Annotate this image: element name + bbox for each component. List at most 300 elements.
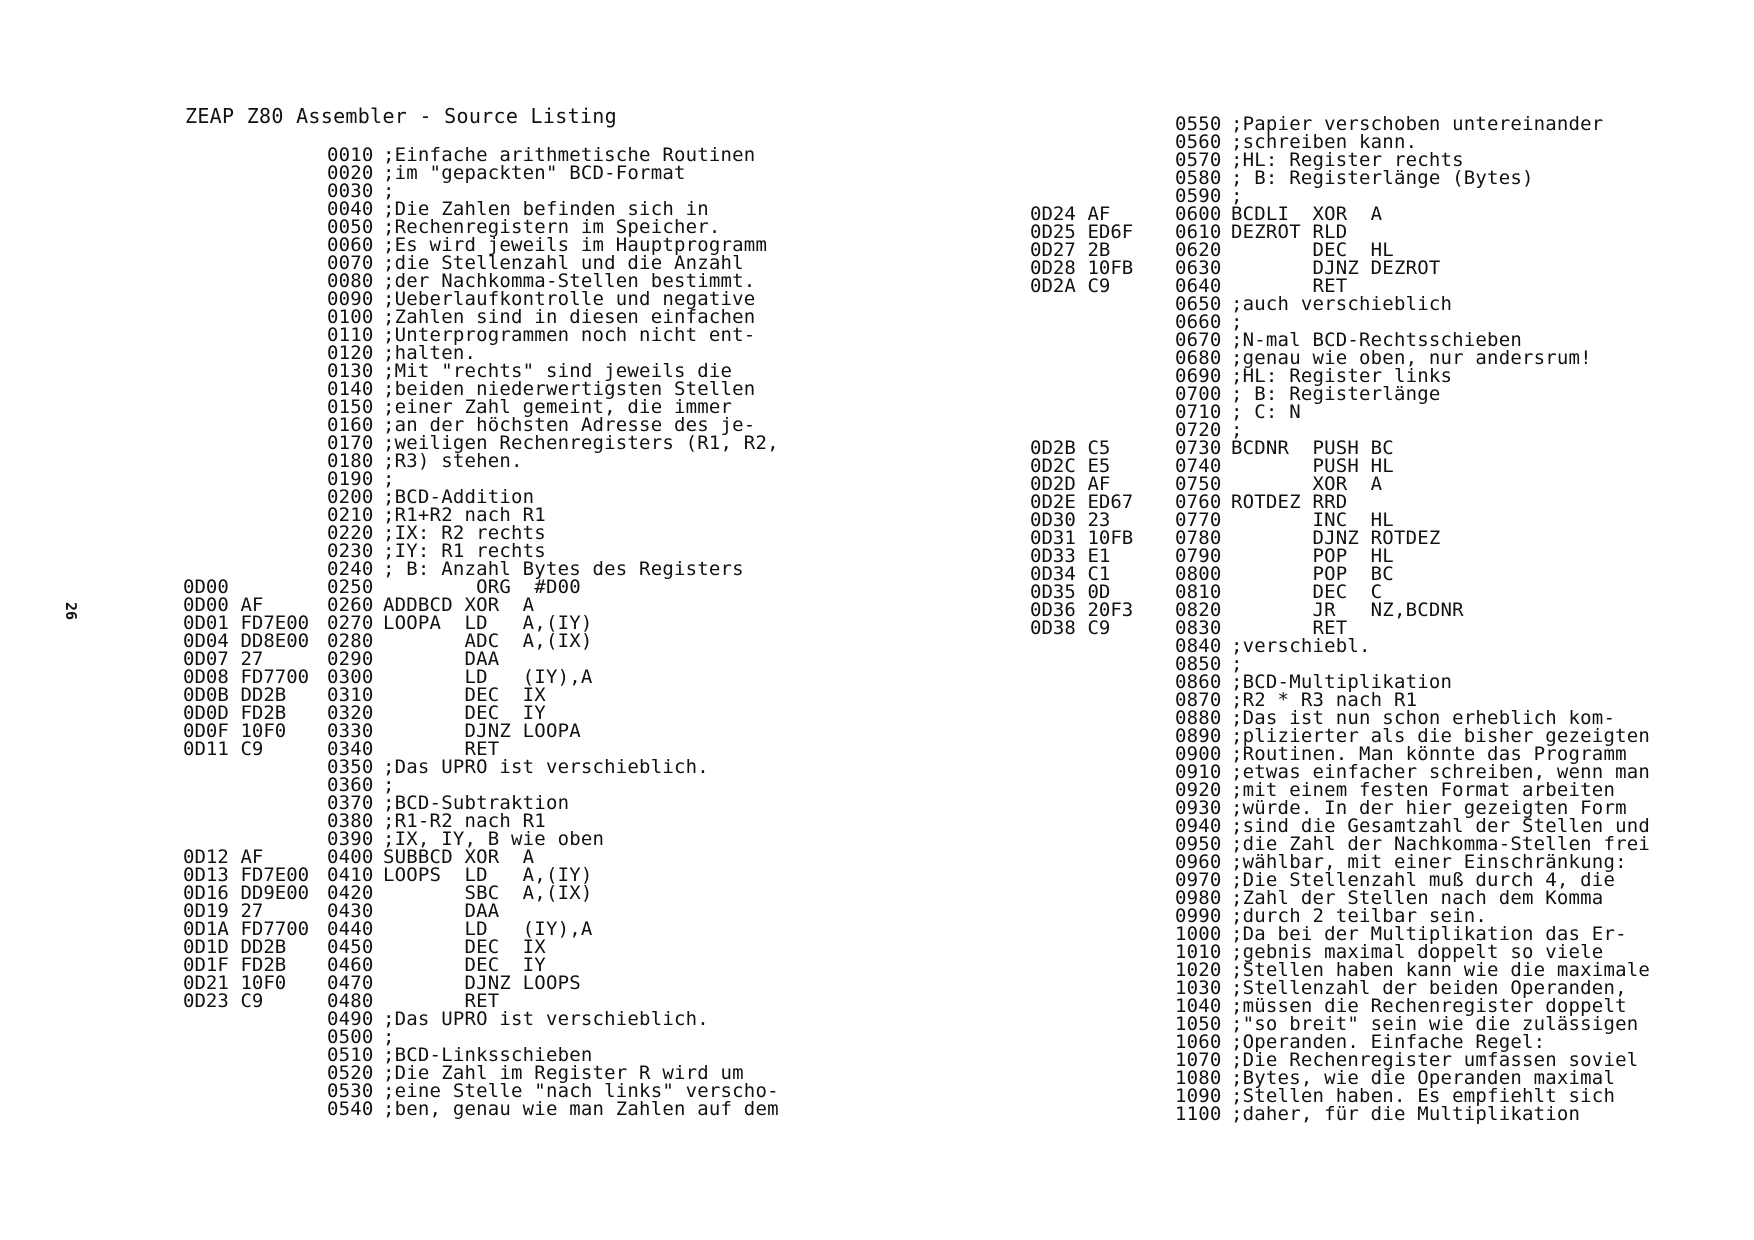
address: 0D1D	[183, 936, 229, 958]
object-code: AF	[1087, 203, 1111, 225]
line-number: 0440	[327, 918, 374, 940]
line-number: 0920	[1175, 779, 1222, 801]
line-number: 1080	[1175, 1067, 1222, 1089]
object-line	[183, 794, 335, 812]
source-text: DEC IX	[383, 684, 546, 706]
line-number: 0480	[327, 990, 374, 1012]
line-number: 0800	[1175, 563, 1222, 585]
object-code: 2B	[1087, 239, 1111, 261]
line-number: 0950	[1175, 833, 1222, 855]
source-text: ;auch verschieblich	[1231, 293, 1453, 315]
object-line	[183, 542, 335, 560]
object-line	[1030, 817, 1182, 835]
line-number: 0410	[327, 864, 374, 886]
line-number: 0830	[1175, 617, 1222, 639]
source-text: ; B: Anzahl Bytes des Registers	[383, 558, 744, 580]
source-text: ; C: N	[1231, 401, 1301, 423]
source-text: ;BCD-Addition	[383, 486, 535, 508]
line-number: 0720	[1175, 419, 1222, 441]
source-line	[327, 164, 779, 182]
object-code: 27	[240, 900, 264, 922]
object-code: C9	[1087, 275, 1111, 297]
object-line	[183, 812, 335, 830]
source-text: RET	[383, 990, 500, 1012]
line-number: 1030	[1175, 977, 1222, 999]
object-line	[1030, 637, 1182, 655]
source-text: ADDBCD XOR A	[383, 594, 535, 616]
address: 0D25	[1030, 221, 1076, 243]
line-number: 0960	[1175, 851, 1222, 873]
object-line	[1030, 979, 1182, 997]
object-line	[183, 776, 335, 794]
object-code: FD2B	[240, 702, 287, 724]
source-line	[1175, 637, 1650, 655]
object-line	[183, 218, 335, 236]
line-number: 1090	[1175, 1085, 1222, 1107]
line-number: 0910	[1175, 761, 1222, 783]
object-code: AF	[1087, 473, 1111, 495]
object-line	[1030, 871, 1182, 889]
source-line	[327, 758, 779, 776]
line-number: 0990	[1175, 905, 1222, 927]
right-object-code-column	[1030, 115, 1182, 1123]
object-line	[183, 434, 335, 452]
address: 0D08	[183, 666, 229, 688]
object-line	[183, 1064, 335, 1082]
object-line	[1030, 115, 1182, 133]
source-text: ;der Nachkomma-Stellen bestimmt.	[383, 270, 756, 292]
line-number: 0810	[1175, 581, 1222, 603]
object-line	[1030, 349, 1182, 367]
line-number: 0490	[327, 1008, 374, 1030]
line-number: 0110	[327, 324, 374, 346]
source-text: ;Mit "rechts" sind jeweils die	[383, 360, 733, 382]
object-line	[1030, 925, 1182, 943]
object-line	[183, 146, 335, 164]
object-code: ED67	[1087, 491, 1134, 513]
line-number: 0240	[327, 558, 374, 580]
line-number: 1020	[1175, 959, 1222, 981]
object-line	[183, 1046, 335, 1064]
object-line	[1030, 727, 1182, 745]
source-text: ;Das ist nun schon erheblich kom-	[1231, 707, 1616, 729]
source-text: DEC HL	[1231, 239, 1394, 261]
address: 0D33	[1030, 545, 1076, 567]
line-number: 0130	[327, 360, 374, 382]
source-text: DJNZ LOOPA	[383, 720, 581, 742]
source-text: ;Da bei der Multiplikation das Er-	[1231, 923, 1627, 945]
address: 0D16	[183, 882, 229, 904]
line-number: 0890	[1175, 725, 1222, 747]
page-number: 26	[62, 601, 81, 621]
address: 0D30	[1030, 509, 1076, 531]
line-number: 0170	[327, 432, 374, 454]
source-line	[327, 452, 779, 470]
source-text: ; B: Registerlänge	[1231, 383, 1441, 405]
source-text: ;die Zahl der Nachkomma-Stellen frei	[1231, 833, 1651, 855]
source-text: RET	[383, 738, 500, 760]
object-code: AF	[240, 846, 264, 868]
object-line	[1030, 943, 1182, 961]
source-text: ;R3) stehen.	[383, 450, 523, 472]
source-text: ;IX, IY, B wie oben	[383, 828, 605, 850]
object-line	[1030, 295, 1182, 313]
line-number: 0850	[1175, 653, 1222, 675]
source-text: ;plizierter als die bisher gezeigten	[1231, 725, 1651, 747]
object-line	[183, 254, 335, 272]
line-number: 0100	[327, 306, 374, 328]
source-text: ;	[383, 180, 395, 202]
source-text: PUSH HL	[1231, 455, 1394, 477]
object-code: 0D	[1087, 581, 1111, 603]
source-text: ;R2 * R3 nach R1	[1231, 689, 1418, 711]
object-line	[183, 1028, 335, 1046]
line-number: 0450	[327, 936, 374, 958]
object-line	[183, 290, 335, 308]
object-code: C9	[240, 738, 264, 760]
object-line	[1030, 133, 1182, 151]
line-number: 0340	[327, 738, 374, 760]
line-number: 0870	[1175, 689, 1222, 711]
source-text: LOOPA LD A,(IY)	[383, 612, 593, 634]
object-code: DD8E00	[240, 630, 310, 652]
source-text: ;BCD-Linksschieben	[383, 1044, 593, 1066]
address: 0D00	[183, 594, 229, 616]
source-text: ;durch 2 teilbar sein.	[1231, 905, 1488, 927]
object-code: C5	[1087, 437, 1111, 459]
source-text: ;mit einem festen Format arbeiten	[1231, 779, 1616, 801]
source-text: ;BCD-Subtraktion	[383, 792, 570, 814]
object-line	[1030, 673, 1182, 691]
source-text: ;müssen die Rechenregister doppelt	[1231, 995, 1627, 1017]
source-text: ;Unterprogrammen noch nicht ent-	[383, 324, 756, 346]
address: 0D38	[1030, 617, 1076, 639]
address: 0D31	[1030, 527, 1076, 549]
line-number: 0770	[1175, 509, 1222, 531]
source-text: ;	[1231, 653, 1243, 675]
object-line	[1030, 1015, 1182, 1033]
line-number: 0670	[1175, 329, 1222, 351]
object-line	[183, 326, 335, 344]
object-line	[1030, 1069, 1182, 1087]
line-number: 0710	[1175, 401, 1222, 423]
line-number: 0740	[1175, 455, 1222, 477]
source-text: ;N-mal BCD-Rechtsschieben	[1231, 329, 1522, 351]
source-line	[327, 1010, 779, 1028]
line-number: 0550	[1175, 113, 1222, 135]
source-line	[1175, 169, 1650, 187]
address: 0D2A	[1030, 275, 1076, 297]
line-number: 0250	[327, 576, 374, 598]
source-text: DAA	[383, 648, 500, 670]
object-line	[183, 506, 335, 524]
source-text: ;einer Zahl gemeint, die immer	[383, 396, 733, 418]
object-code: E1	[1087, 545, 1111, 567]
address: 0D21	[183, 972, 229, 994]
line-number: 0700	[1175, 383, 1222, 405]
line-number: 1060	[1175, 1031, 1222, 1053]
object-code: AF	[240, 594, 264, 616]
source-text: XOR A	[1231, 473, 1383, 495]
line-number: 0270	[327, 612, 374, 634]
source-text: ;Papier verschoben untereinander	[1231, 113, 1604, 135]
object-line	[1030, 853, 1182, 871]
object-line	[1030, 313, 1182, 331]
line-number: 0300	[327, 666, 374, 688]
source-text: ;Die Rechenregister umfassen soviel	[1231, 1049, 1639, 1071]
source-text: ;an der höchsten Adresse des je-	[383, 414, 756, 436]
line-number: 0660	[1175, 311, 1222, 333]
object-line	[1030, 709, 1182, 727]
right-source-column	[1175, 115, 1650, 1123]
object-line	[183, 740, 335, 758]
source-text: BCDNR PUSH BC	[1231, 437, 1394, 459]
line-number: 1100	[1175, 1103, 1222, 1125]
source-text: ;die Stellenzahl und die Anzahl	[383, 252, 744, 274]
source-text: LOOPS LD A,(IY)	[383, 864, 593, 886]
line-number: 1070	[1175, 1049, 1222, 1071]
address: 0D0B	[183, 684, 229, 706]
source-text: ;	[383, 1026, 395, 1048]
line-number: 0180	[327, 450, 374, 472]
object-code: 23	[1087, 509, 1111, 531]
object-line	[1030, 403, 1182, 421]
address: 0D23	[183, 990, 229, 1012]
object-code: 10F0	[240, 972, 287, 994]
page-title: ZEAP Z80 Assembler - Source Listing	[185, 104, 617, 128]
address: 0D13	[183, 864, 229, 886]
source-text: ;Stellen haben. Es empfiehlt sich	[1231, 1085, 1616, 1107]
object-line	[183, 416, 335, 434]
source-text: ;BCD-Multiplikation	[1231, 671, 1453, 693]
source-text: BCDLI XOR A	[1231, 203, 1383, 225]
line-number: 0460	[327, 954, 374, 976]
object-line	[1030, 169, 1182, 187]
source-text: ;	[383, 468, 395, 490]
object-line	[1030, 961, 1182, 979]
source-text: POP HL	[1231, 545, 1394, 567]
object-line	[183, 200, 335, 218]
source-text: POP BC	[1231, 563, 1394, 585]
line-number: 0040	[327, 198, 374, 220]
source-text: ;Bytes, wie die Operanden maximal	[1231, 1067, 1616, 1089]
left-object-code-column	[183, 146, 335, 1118]
line-number: 0680	[1175, 347, 1222, 369]
line-number: 0070	[327, 252, 374, 274]
source-line	[1175, 1105, 1650, 1123]
line-number: 0350	[327, 756, 374, 778]
line-number: 0400	[327, 846, 374, 868]
source-text: ;	[1231, 185, 1243, 207]
line-number: 0330	[327, 720, 374, 742]
object-line	[1030, 1051, 1182, 1069]
object-line	[183, 308, 335, 326]
object-code: DD2B	[240, 684, 287, 706]
address: 0D1A	[183, 918, 229, 940]
object-code: ED6F	[1087, 221, 1134, 243]
line-number: 0470	[327, 972, 374, 994]
line-number: 0980	[1175, 887, 1222, 909]
line-number: 1040	[1175, 995, 1222, 1017]
address: 0D19	[183, 900, 229, 922]
address: 0D1F	[183, 954, 229, 976]
source-text: ;Operanden. Einfache Regel:	[1231, 1031, 1546, 1053]
address: 0D24	[1030, 203, 1076, 225]
line-number: 0900	[1175, 743, 1222, 765]
object-code: DD9E00	[240, 882, 310, 904]
source-text: ORG #D00	[383, 576, 581, 598]
line-number: 0590	[1175, 185, 1222, 207]
source-line	[327, 1100, 779, 1118]
line-number: 0370	[327, 792, 374, 814]
source-text: ;im "gepackten" BCD-Format	[383, 162, 686, 184]
object-line	[183, 1010, 335, 1028]
line-number: 0060	[327, 234, 374, 256]
left-source-column	[327, 146, 779, 1118]
line-number: 0160	[327, 414, 374, 436]
line-number: 0840	[1175, 635, 1222, 657]
line-number: 0500	[327, 1026, 374, 1048]
line-number: 0760	[1175, 491, 1222, 513]
object-code: C9	[240, 990, 264, 1012]
line-number: 0010	[327, 144, 374, 166]
object-code: DD2B	[240, 936, 287, 958]
source-text: ;R1+R2 nach R1	[383, 504, 546, 526]
source-text: INC HL	[1231, 509, 1394, 531]
object-line	[183, 380, 335, 398]
line-number: 0030	[327, 180, 374, 202]
line-number: 0260	[327, 594, 374, 616]
source-text: ;HL: Register rechts	[1231, 149, 1464, 171]
object-line	[1030, 655, 1182, 673]
source-text: ; B: Registerlänge (Bytes)	[1231, 167, 1534, 189]
source-text: ;	[383, 774, 395, 796]
line-number: 0750	[1175, 473, 1222, 495]
source-text: DJNZ LOOPS	[383, 972, 581, 994]
address: 0D0D	[183, 702, 229, 724]
object-line	[183, 398, 335, 416]
source-text: ;Zahl der Stellen nach dem Komma	[1231, 887, 1604, 909]
line-number: 0610	[1175, 221, 1222, 243]
object-line	[183, 1082, 335, 1100]
object-code: FD7E00	[240, 864, 310, 886]
line-number: 0420	[327, 882, 374, 904]
source-text: ;schreiben kann.	[1231, 131, 1418, 153]
source-text: ;eine Stelle "nach links" verscho-	[383, 1080, 779, 1102]
line-number: 0430	[327, 900, 374, 922]
line-number: 0200	[327, 486, 374, 508]
source-text: DEC IY	[383, 954, 546, 976]
source-text: DAA	[383, 900, 500, 922]
source-text: DEZROT RLD	[1231, 221, 1348, 243]
object-line	[1030, 835, 1182, 853]
object-line	[183, 452, 335, 470]
source-text: JR NZ,BCDNR	[1231, 599, 1464, 621]
line-number: 0020	[327, 162, 374, 184]
source-text: ;weiligen Rechenregisters (R1, R2,	[383, 432, 779, 454]
object-line	[183, 272, 335, 290]
line-number: 0280	[327, 630, 374, 652]
line-number: 0560	[1175, 131, 1222, 153]
source-line	[1175, 295, 1650, 313]
object-line	[1030, 367, 1182, 385]
object-line	[183, 488, 335, 506]
source-text: ;Die Zahl im Register R wird um	[383, 1062, 744, 1084]
object-code: C1	[1087, 563, 1111, 585]
source-text: ;Routinen. Man könnte das Programm	[1231, 743, 1627, 765]
line-number: 1010	[1175, 941, 1222, 963]
address: 0D27	[1030, 239, 1076, 261]
source-text: SUBBCD XOR A	[383, 846, 535, 868]
object-line	[1030, 1033, 1182, 1051]
object-code: 10FB	[1087, 527, 1134, 549]
object-line	[183, 182, 335, 200]
line-number: 0190	[327, 468, 374, 490]
source-text: ;Das UPRO ist verschieblich.	[383, 756, 709, 778]
address: 0D35	[1030, 581, 1076, 603]
object-line	[183, 992, 335, 1010]
source-text: ;"so breit" sein wie die zulässigen	[1231, 1013, 1639, 1035]
object-line	[183, 524, 335, 542]
object-line	[183, 470, 335, 488]
source-text: ROTDEZ RRD	[1231, 491, 1348, 513]
line-number: 0360	[327, 774, 374, 796]
line-number: 0620	[1175, 239, 1222, 261]
source-text: ;wählbar, mit einer Einschränkung:	[1231, 851, 1627, 873]
object-line	[1030, 277, 1182, 295]
line-number: 0320	[327, 702, 374, 724]
source-text: ;R1-R2 nach R1	[383, 810, 546, 832]
source-text: ;	[1231, 419, 1243, 441]
object-line	[183, 758, 335, 776]
object-code: C9	[1087, 617, 1111, 639]
line-number: 0640	[1175, 275, 1222, 297]
object-line	[183, 236, 335, 254]
source-text: ;Einfache arithmetische Routinen	[383, 144, 756, 166]
line-number: 0530	[327, 1080, 374, 1102]
line-number: 0540	[327, 1098, 374, 1120]
line-number: 0510	[327, 1044, 374, 1066]
source-text: RET	[1231, 617, 1348, 639]
object-line	[1030, 781, 1182, 799]
line-number: 0780	[1175, 527, 1222, 549]
line-number: 0650	[1175, 293, 1222, 315]
address: 0D0F	[183, 720, 229, 742]
line-number: 0570	[1175, 149, 1222, 171]
object-code: FD7700	[240, 918, 310, 940]
object-line	[1030, 151, 1182, 169]
source-text: SBC A,(IX)	[383, 882, 593, 904]
address: 0D04	[183, 630, 229, 652]
address: 0D36	[1030, 599, 1076, 621]
object-line	[1030, 889, 1182, 907]
line-number: 0860	[1175, 671, 1222, 693]
line-number: 0150	[327, 396, 374, 418]
source-text: ;Die Stellenzahl muß durch 4, die	[1231, 869, 1616, 891]
object-line	[183, 1100, 335, 1118]
object-code: FD2B	[240, 954, 287, 976]
source-text: ;IY: R1 rechts	[383, 540, 546, 562]
object-line	[183, 362, 335, 380]
object-line	[1030, 799, 1182, 817]
line-number: 0310	[327, 684, 374, 706]
source-text: ;Es wird jeweils im Hauptprogramm	[383, 234, 768, 256]
source-text: ;etwas einfacher schreiben, wenn man	[1231, 761, 1651, 783]
source-text: ;IX: R2 rechts	[383, 522, 546, 544]
line-number: 0930	[1175, 797, 1222, 819]
source-text: ;würde. In der hier gezeigten Form	[1231, 797, 1627, 819]
address: 0D11	[183, 738, 229, 760]
